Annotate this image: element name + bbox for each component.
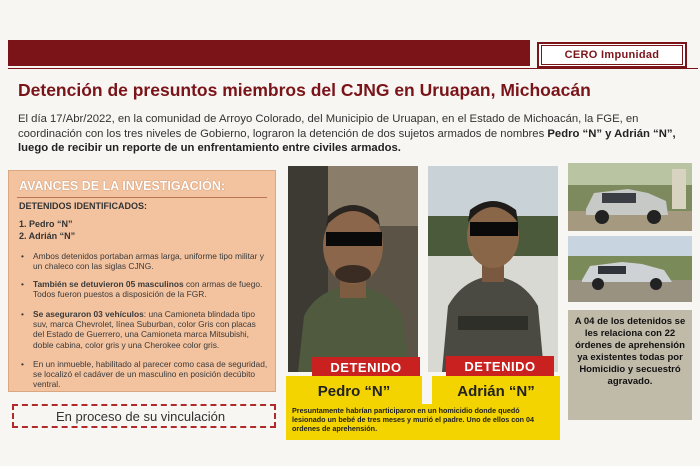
detainee-photo-graphic xyxy=(428,166,558,372)
panel-divider xyxy=(17,197,267,198)
intro-bold: Pedro “N” y Adrián “N”, luego de recibir un reporte de un enfrentamiento entre civiles armados. xyxy=(18,127,676,154)
vehicle-photo xyxy=(568,163,692,231)
bullet-text: En un inmueble, habilitado al parecer como casa de seguridad, se localizó el cadáver de un masculino en posición decúbito ventral. xyxy=(33,359,268,390)
censor-bar xyxy=(470,222,518,236)
brand-logo xyxy=(537,42,687,68)
warrants-note: A 04 de los detenidos se les relaciona con 22 órdenes de aprehensión ya existentes todas por Homicidio y secuestró agravado. xyxy=(568,310,692,420)
header-rule xyxy=(8,68,698,69)
bullet-item xyxy=(19,309,269,350)
page-title: Detención de presuntos miembros del CJNG en Uruapan, Michoacán xyxy=(18,80,591,100)
detainee-list-item: 1. Pedro “N” xyxy=(19,219,73,229)
investigation-panel xyxy=(8,170,276,392)
detainee-list-item: 2. Adrián “N” xyxy=(19,231,76,241)
bullet-text: Ambos detenidos portaban armas larga, uniforme tipo militar y un chaleco con las siglas CJNG. xyxy=(33,251,264,272)
bullet-item xyxy=(19,359,269,390)
panel-subheading: DETENIDOS IDENTIFICADOS: xyxy=(19,201,148,211)
detainee-name: Adrián “N” xyxy=(432,376,560,406)
detenido-badge: DETENIDO xyxy=(312,357,420,377)
vehicle-photo xyxy=(568,236,692,302)
status-box: En proceso de su vinculación xyxy=(12,404,276,428)
detainee-name: Pedro “N” xyxy=(286,376,422,406)
vehicle-photo-graphic xyxy=(568,163,692,231)
homicide-note: Presuntamente habrían participaron en un homicidio donde quedó lesionado un bebé de tres meses y murió el padre. Uno de ellos con 04 ordenes de aprehensión. xyxy=(286,404,560,440)
brand-label: CERO Impunidad xyxy=(541,45,683,65)
detainee-photo xyxy=(428,166,558,372)
censor-bar xyxy=(326,232,382,246)
bullet-bold: Se aseguraron 03 vehículos xyxy=(33,309,144,319)
bullet-item xyxy=(19,279,269,299)
detainee-photo xyxy=(288,166,418,372)
bullet-item xyxy=(19,251,269,271)
bullet-bold: También se detuvieron 05 masculinos xyxy=(33,279,184,289)
vehicle-photo-graphic xyxy=(568,236,692,302)
header-bar xyxy=(8,40,530,66)
detenido-badge: DETENIDO xyxy=(446,356,554,376)
bullet-text: con armas de fuego. Todos fueron puestos a disposición de la FGR. xyxy=(33,279,263,300)
intro-paragraph xyxy=(18,112,694,156)
intro-text: El día 17/Abr/2022, en la comunidad de Arroyo Colorado, del Municipio de Uruapan, en el Estado de Michoacán, la FGE, en coordinación con los tres niveles de Gobierno, lograron la detención de dos sujetos armados de nombres xyxy=(18,113,639,140)
bullet-text: : una Camioneta blindada tipo suv, marca Chevrolet, línea Suburban, color Gris con placas del Estado de Guerrero, una Camioneta marca Mitsubishi, doble cabina, color gris y una Cherokee color gris. xyxy=(33,309,256,350)
detainee-photo-graphic xyxy=(288,166,418,372)
panel-heading: AVANCES DE LA INVESTIGACIÓN: xyxy=(19,179,226,193)
